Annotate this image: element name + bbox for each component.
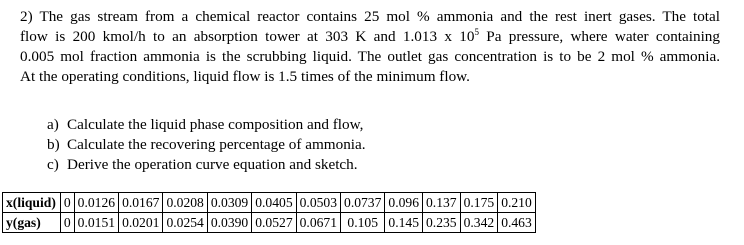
table-cell: 0.0503 [296, 193, 340, 213]
row-header: y(gas) [3, 213, 61, 233]
table-cell: 0.0126 [74, 193, 118, 213]
task-text: Calculate the liquid phase composition and flow, [67, 116, 364, 133]
table-cell: 0.463 [498, 213, 536, 233]
table-row [3, 193, 536, 213]
task-text: Calculate the recovering percentage of ammonia. [67, 136, 366, 153]
table-cell: 0.0167 [119, 193, 163, 213]
table-cell: 0 [60, 193, 74, 213]
problem-statement [20, 7, 720, 87]
problem-line [20, 27, 720, 47]
problem-text: Pa pressure, where water containing [478, 28, 720, 45]
task-marker: b) [47, 136, 60, 153]
task-marker: c) [47, 156, 59, 173]
table-cell: 0.137 [423, 193, 461, 213]
task-item [47, 155, 366, 175]
table-cell: 0.0309 [207, 193, 251, 213]
task-list [47, 115, 366, 175]
task-item [47, 115, 366, 135]
table-cell: 0.342 [460, 213, 498, 233]
problem-text: flow is 200 kmol/h to an absorption tower at 303 K and 1.013 x 10 [20, 28, 475, 45]
table-cell: 0.0671 [296, 213, 340, 233]
table-cell: 0.210 [498, 193, 536, 213]
table-cell: 0.0254 [163, 213, 207, 233]
table-cell: 0.0527 [252, 213, 296, 233]
table-cell: 0 [60, 213, 74, 233]
table-cell: 0.096 [385, 193, 423, 213]
exponent: 5 [474, 26, 479, 37]
table-cell: 0.0405 [252, 193, 296, 213]
table-cell: 0.0390 [207, 213, 251, 233]
equilibrium-data-table [2, 192, 536, 233]
row-header: x(liquid) [3, 193, 61, 213]
table-cell: 0.0151 [74, 213, 118, 233]
problem-line: 0.005 mol fraction ammonia is the scrubbing liquid. The outlet gas concentration is to be 2 mol % ammonia. [20, 48, 720, 65]
task-text: Derive the operation curve equation and sketch. [67, 156, 358, 173]
table-row [3, 213, 536, 233]
problem-line: At the operating conditions, liquid flow is 1.5 times of the minimum flow. [20, 68, 470, 85]
table-cell: 0.145 [385, 213, 423, 233]
problem-line: 2) The gas stream from a chemical reactor contains 25 mol % ammonia and the rest inert gases. The total [20, 8, 720, 25]
table-cell: 0.175 [460, 193, 498, 213]
task-marker: a) [47, 116, 59, 133]
table-cell: 0.0737 [341, 193, 385, 213]
task-item [47, 135, 366, 155]
table-cell: 0.0208 [163, 193, 207, 213]
table-cell: 0.235 [423, 213, 461, 233]
table-cell: 0.0201 [119, 213, 163, 233]
table-cell: 0.105 [341, 213, 385, 233]
